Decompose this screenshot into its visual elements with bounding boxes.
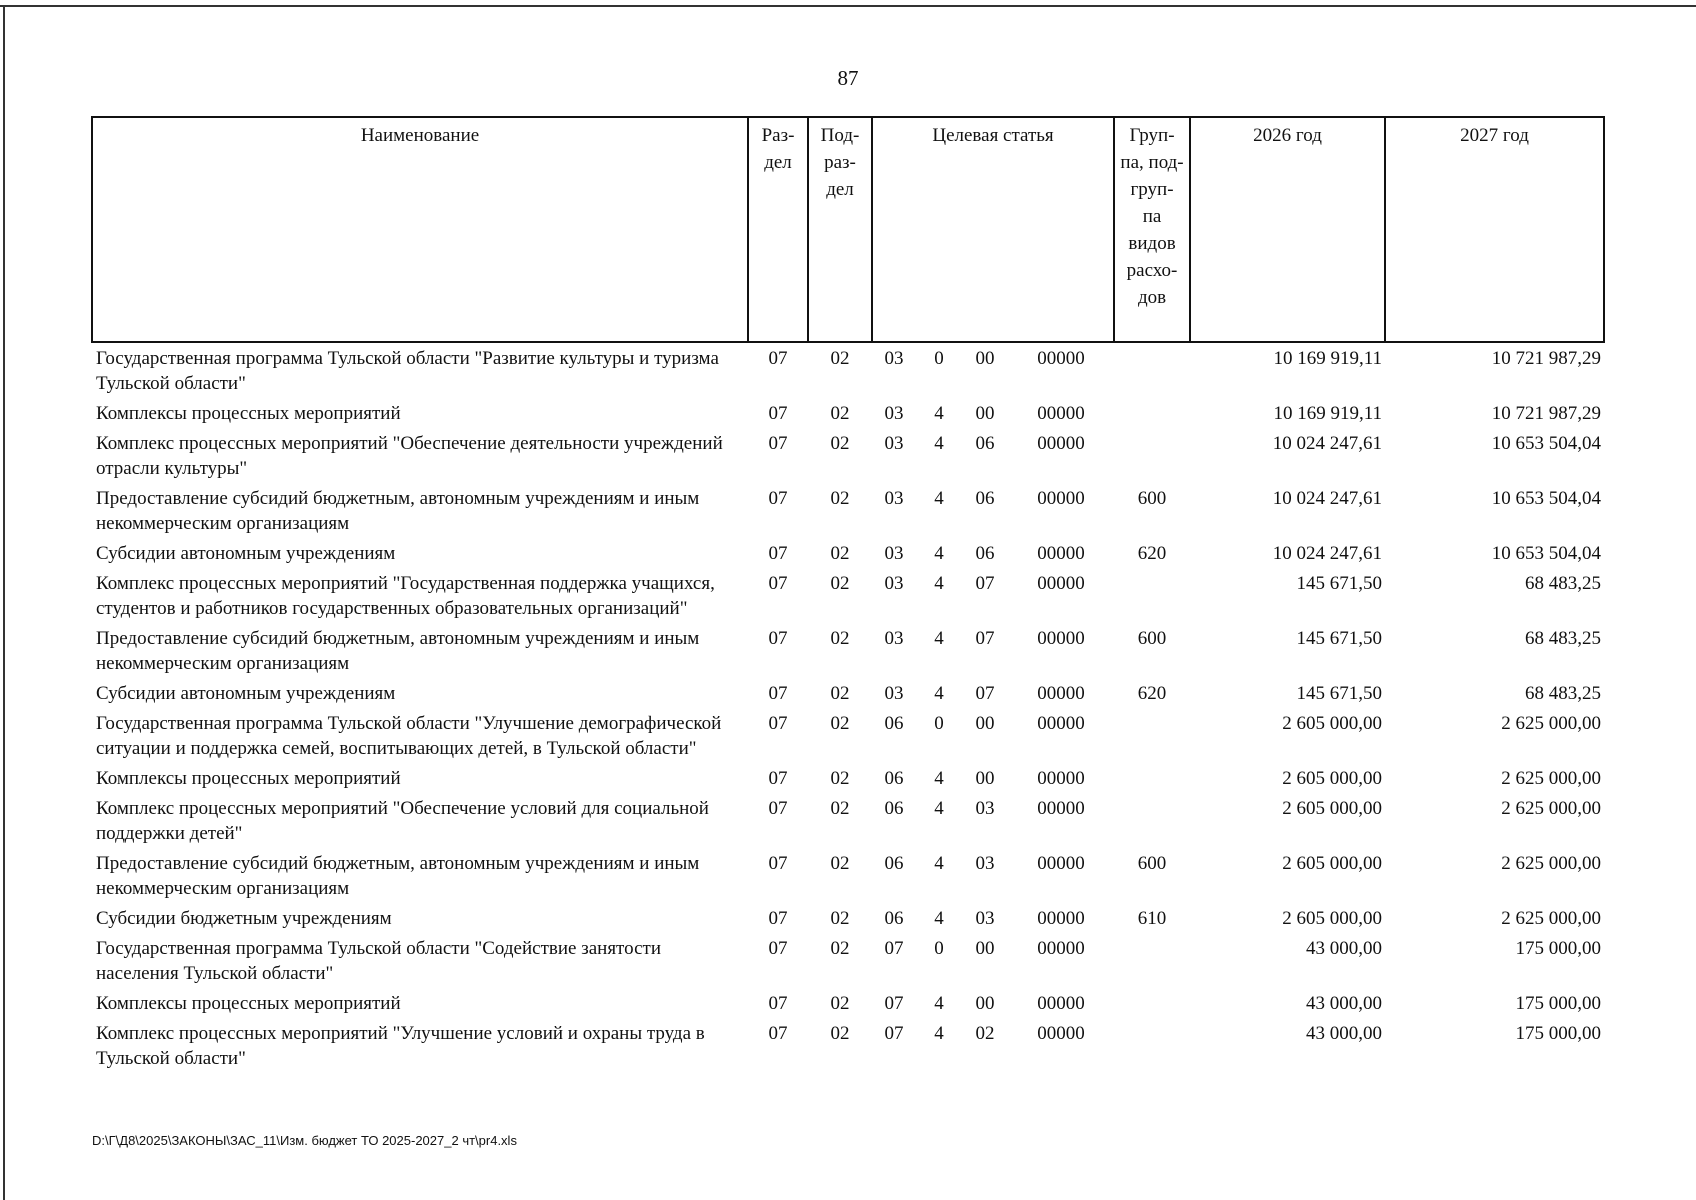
- row-amount-2027: 10 653 504,04: [1491, 433, 1602, 454]
- row-target-code-2: 4: [934, 543, 944, 564]
- row-target-code-3: 00: [975, 403, 995, 424]
- table-header-row: [92, 117, 1604, 342]
- row-target-code-2: 4: [934, 1023, 944, 1044]
- row-amount-2027: 10 721 987,29: [1491, 403, 1602, 424]
- row-name: Субсидии бюджетным учреждениям: [96, 908, 392, 929]
- row-target-code-1: 07: [884, 993, 904, 1014]
- row-expense-group: 610: [1137, 908, 1167, 929]
- row-subsection: 02: [830, 1023, 850, 1044]
- row-expense-group: 620: [1137, 543, 1167, 564]
- row-target-code-3: 03: [975, 908, 995, 929]
- row-target-code-1: 03: [884, 433, 904, 454]
- row-subsection: 02: [830, 908, 850, 929]
- row-expense-group: 620: [1137, 683, 1167, 704]
- row-name: Комплекс процессных мероприятий "Обеспечение условий для социальной поддержки детей": [96, 798, 709, 844]
- header-expense-group: Груп- па, под- груп- па видов расхо- дов: [1114, 117, 1190, 342]
- row-target-code-3: 03: [975, 798, 995, 819]
- row-name: Государственная программа Тульской области "Улучшение демографической ситуации и поддержка семей, воспитывающих детей, в Тульской области": [96, 713, 722, 759]
- row-name: Предоставление субсидий бюджетным, автономным учреждениям и иным некоммерческим организациям: [96, 853, 700, 899]
- table-row: [92, 428, 1604, 483]
- row-subsection: 02: [830, 403, 850, 424]
- row-name: Комплекс процессных мероприятий "Обеспечение деятельности учреждений отрасли культуры": [96, 433, 723, 479]
- row-target-code-1: 06: [884, 908, 904, 929]
- row-target-code-1: 03: [884, 683, 904, 704]
- header-subsection: Под- раз- дел: [808, 117, 872, 342]
- table-row: [92, 678, 1604, 708]
- row-target-code-3: 00: [975, 713, 995, 734]
- row-subsection: 02: [830, 768, 850, 789]
- row-subsection: 02: [830, 573, 850, 594]
- row-amount-2027: 2 625 000,00: [1501, 908, 1602, 929]
- row-target-code-2: 4: [934, 798, 944, 819]
- row-amount-2026: 10 169 919,11: [1273, 348, 1383, 369]
- row-target-code-3: 03: [975, 853, 995, 874]
- row-target-code-4: 00000: [1037, 683, 1085, 704]
- row-amount-2027: 2 625 000,00: [1501, 853, 1602, 874]
- row-amount-2027: 68 483,25: [1525, 628, 1602, 649]
- row-target-code-3: 00: [975, 348, 995, 369]
- row-section: 07: [768, 938, 788, 959]
- header-name: Наименование: [92, 117, 748, 342]
- row-target-code-3: 06: [975, 543, 995, 564]
- row-target-code-3: 07: [975, 573, 995, 594]
- row-subsection: 02: [830, 348, 850, 369]
- row-subsection: 02: [830, 683, 850, 704]
- table-row: [92, 793, 1604, 848]
- row-amount-2027: 2 625 000,00: [1501, 798, 1602, 819]
- row-target-code-4: 00000: [1037, 348, 1085, 369]
- table-row: [92, 398, 1604, 428]
- row-target-code-3: 00: [975, 938, 995, 959]
- row-target-code-1: 03: [884, 543, 904, 564]
- row-target-code-3: 07: [975, 683, 995, 704]
- row-amount-2027: 175 000,00: [1515, 1023, 1602, 1044]
- table-row: [92, 903, 1604, 933]
- row-amount-2026: 10 024 247,61: [1272, 433, 1383, 454]
- budget-table: [91, 116, 1605, 1073]
- table-row: [92, 538, 1604, 568]
- row-target-code-4: 00000: [1037, 993, 1085, 1014]
- row-name: Предоставление субсидий бюджетным, автономным учреждениям и иным некоммерческим организациям: [96, 488, 700, 534]
- row-expense-group: [1114, 708, 1190, 763]
- row-subsection: 02: [830, 713, 850, 734]
- row-target-code-1: 03: [884, 403, 904, 424]
- row-name: Предоставление субсидий бюджетным, автономным учреждениям и иным некоммерческим организациям: [96, 628, 700, 674]
- row-target-code-4: 00000: [1037, 543, 1085, 564]
- row-target-code-1: 03: [884, 628, 904, 649]
- row-expense-group: [1114, 428, 1190, 483]
- table-row: [92, 568, 1604, 623]
- header-2026: 2026 год: [1190, 117, 1385, 342]
- row-expense-group: 600: [1137, 853, 1167, 874]
- row-expense-group: [1114, 763, 1190, 793]
- row-subsection: 02: [830, 798, 850, 819]
- row-section: 07: [768, 573, 788, 594]
- row-amount-2026: 10 024 247,61: [1272, 543, 1383, 564]
- row-expense-group: [1114, 1018, 1190, 1073]
- row-name: Государственная программа Тульской области "Развитие культуры и туризма Тульской области": [96, 348, 719, 394]
- row-target-code-2: 4: [934, 573, 944, 594]
- table-row: [92, 933, 1604, 988]
- row-amount-2027: 2 625 000,00: [1501, 713, 1602, 734]
- row-amount-2027: 10 653 504,04: [1491, 488, 1602, 509]
- row-section: 07: [768, 853, 788, 874]
- row-amount-2026: 2 605 000,00: [1282, 768, 1383, 789]
- row-name: Комплексы процессных мероприятий: [96, 768, 401, 789]
- row-expense-group: [1114, 988, 1190, 1018]
- row-target-code-2: 4: [934, 908, 944, 929]
- row-target-code-2: 4: [934, 628, 944, 649]
- table-body: [92, 342, 1604, 1073]
- header-target-article: Целевая статья: [872, 117, 1114, 342]
- row-target-code-3: 06: [975, 433, 995, 454]
- row-amount-2026: 2 605 000,00: [1282, 908, 1383, 929]
- row-subsection: 02: [830, 853, 850, 874]
- row-target-code-4: 00000: [1037, 853, 1085, 874]
- table-row: [92, 342, 1604, 398]
- header-section: Раз- дел: [748, 117, 808, 342]
- row-section: 07: [768, 908, 788, 929]
- row-section: 07: [768, 768, 788, 789]
- row-expense-group: [1114, 793, 1190, 848]
- row-amount-2026: 2 605 000,00: [1282, 853, 1383, 874]
- row-target-code-2: 0: [934, 713, 944, 734]
- row-amount-2027: 175 000,00: [1515, 938, 1602, 959]
- row-target-code-3: 06: [975, 488, 995, 509]
- page-number: 87: [837, 66, 859, 90]
- row-section: 07: [768, 543, 788, 564]
- row-section: 07: [768, 348, 788, 369]
- row-target-code-4: 00000: [1037, 1023, 1085, 1044]
- row-target-code-2: 4: [934, 768, 944, 789]
- table-row: [92, 763, 1604, 793]
- budget-table-wrapper: [91, 116, 1603, 1073]
- row-target-code-2: 4: [934, 993, 944, 1014]
- row-name: Субсидии автономным учреждениям: [96, 683, 396, 704]
- row-target-code-3: 00: [975, 993, 995, 1014]
- row-target-code-1: 07: [884, 1023, 904, 1044]
- row-amount-2026: 145 671,50: [1296, 573, 1383, 594]
- row-section: 07: [768, 798, 788, 819]
- row-target-code-4: 00000: [1037, 938, 1085, 959]
- row-amount-2027: 68 483,25: [1525, 683, 1602, 704]
- row-section: 07: [768, 433, 788, 454]
- row-section: 07: [768, 628, 788, 649]
- row-amount-2026: 2 605 000,00: [1282, 798, 1383, 819]
- row-expense-group: 600: [1137, 628, 1167, 649]
- row-amount-2026: 10 024 247,61: [1272, 488, 1383, 509]
- row-amount-2026: 10 169 919,11: [1273, 403, 1383, 424]
- row-amount-2026: 43 000,00: [1306, 938, 1383, 959]
- row-target-code-2: 4: [934, 433, 944, 454]
- row-target-code-1: 06: [884, 853, 904, 874]
- row-expense-group: [1114, 568, 1190, 623]
- row-target-code-4: 00000: [1037, 768, 1085, 789]
- row-section: 07: [768, 1023, 788, 1044]
- row-target-code-2: 4: [934, 853, 944, 874]
- row-expense-group: [1114, 398, 1190, 428]
- scan-border-top: [0, 5, 1696, 7]
- table-row: [92, 1018, 1604, 1073]
- row-target-code-2: 4: [934, 488, 944, 509]
- row-target-code-2: 4: [934, 403, 944, 424]
- row-target-code-1: 03: [884, 348, 904, 369]
- scan-border-left: [3, 5, 5, 1200]
- row-target-code-1: 06: [884, 768, 904, 789]
- row-subsection: 02: [830, 628, 850, 649]
- row-target-code-1: 03: [884, 488, 904, 509]
- row-section: 07: [768, 993, 788, 1014]
- row-target-code-4: 00000: [1037, 488, 1085, 509]
- row-target-code-1: 07: [884, 938, 904, 959]
- row-target-code-2: 0: [934, 938, 944, 959]
- row-target-code-2: 0: [934, 348, 944, 369]
- row-name: Государственная программа Тульской области "Содействие занятости населения Тульской области": [96, 938, 661, 984]
- row-name: Комплексы процессных мероприятий: [96, 993, 401, 1014]
- row-section: 07: [768, 683, 788, 704]
- row-target-code-3: 02: [975, 1023, 995, 1044]
- row-section: 07: [768, 488, 788, 509]
- row-target-code-4: 00000: [1037, 713, 1085, 734]
- row-target-code-4: 00000: [1037, 573, 1085, 594]
- row-target-code-4: 00000: [1037, 628, 1085, 649]
- row-expense-group: 600: [1137, 488, 1167, 509]
- row-expense-group: [1114, 933, 1190, 988]
- row-name: Комплекс процессных мероприятий "Улучшение условий и охраны труда в Тульской области": [96, 1023, 705, 1069]
- row-target-code-3: 07: [975, 628, 995, 649]
- table-row: [92, 708, 1604, 763]
- row-target-code-1: 06: [884, 713, 904, 734]
- row-name: Комплекс процессных мероприятий "Государственная поддержка учащихся, студентов и работников государственных образовательных организаций": [96, 573, 715, 619]
- row-expense-group: [1114, 342, 1190, 398]
- row-amount-2027: 10 721 987,29: [1491, 348, 1602, 369]
- row-target-code-4: 00000: [1037, 433, 1085, 454]
- row-target-code-4: 00000: [1037, 798, 1085, 819]
- row-target-code-4: 00000: [1037, 403, 1085, 424]
- row-subsection: 02: [830, 993, 850, 1014]
- row-amount-2026: 145 671,50: [1296, 683, 1383, 704]
- row-amount-2026: 2 605 000,00: [1282, 713, 1383, 734]
- table-row: [92, 848, 1604, 903]
- row-amount-2026: 43 000,00: [1306, 993, 1383, 1014]
- row-amount-2026: 145 671,50: [1296, 628, 1383, 649]
- table-row: [92, 988, 1604, 1018]
- row-target-code-1: 06: [884, 798, 904, 819]
- row-target-code-3: 00: [975, 768, 995, 789]
- row-subsection: 02: [830, 433, 850, 454]
- row-target-code-4: 00000: [1037, 908, 1085, 929]
- row-target-code-1: 03: [884, 573, 904, 594]
- row-name: Комплексы процессных мероприятий: [96, 403, 401, 424]
- table-row: [92, 623, 1604, 678]
- row-section: 07: [768, 403, 788, 424]
- row-subsection: 02: [830, 488, 850, 509]
- row-name: Субсидии автономным учреждениям: [96, 543, 396, 564]
- row-amount-2027: 68 483,25: [1525, 573, 1602, 594]
- row-amount-2026: 43 000,00: [1306, 1023, 1383, 1044]
- row-target-code-2: 4: [934, 683, 944, 704]
- row-section: 07: [768, 713, 788, 734]
- row-amount-2027: 2 625 000,00: [1501, 768, 1602, 789]
- row-subsection: 02: [830, 938, 850, 959]
- file-path-footer: D:\Г\Д8\2025\ЗАКОНЫ\ЗАС_11\Изм. бюджет ТО 2025-2027_2 чт\pr4.xls: [92, 1133, 517, 1148]
- header-2027: 2027 год: [1385, 117, 1604, 342]
- row-subsection: 02: [830, 543, 850, 564]
- table-row: [92, 483, 1604, 538]
- row-amount-2027: 175 000,00: [1515, 993, 1602, 1014]
- row-amount-2027: 10 653 504,04: [1491, 543, 1602, 564]
